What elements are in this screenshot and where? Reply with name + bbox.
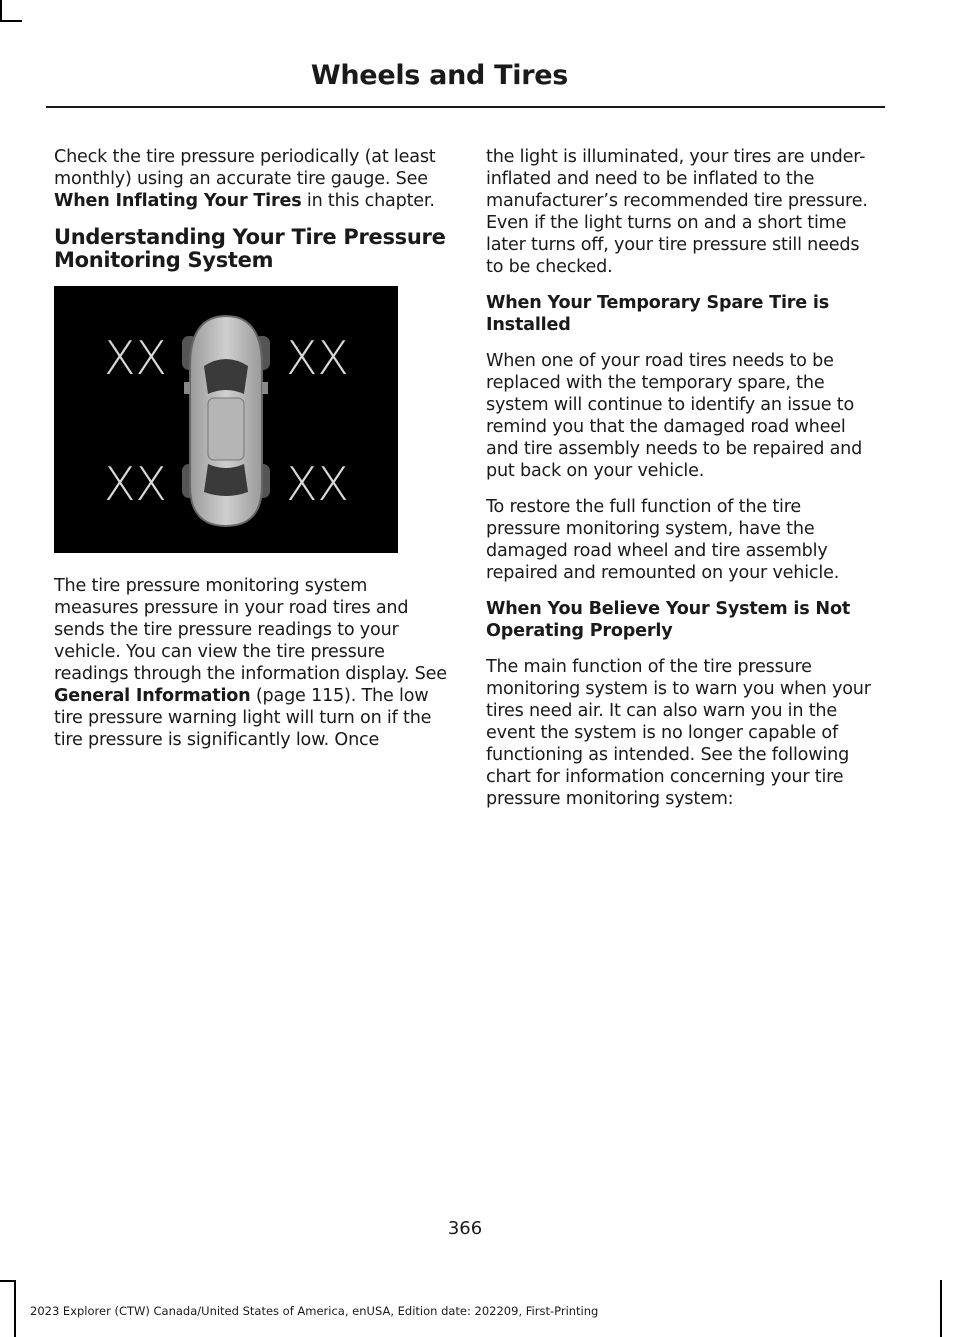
right-column <box>486 146 880 824</box>
page-title: Wheels and Tires <box>310 60 568 91</box>
tire-readout-front-right: XX <box>286 331 349 385</box>
paragraph: To restore the full function of the tire pressure monitoring system, have the damaged road wheel and tire assembly repaired and remounted on your vehicle. <box>486 497 840 583</box>
tire-readout-rear-left: XX <box>104 457 167 511</box>
crop-mark <box>0 20 22 22</box>
paragraph: When one of your road tires needs to be replaced with the temporary spare, the system will continue to identify an issue to remind you that the damaged road wheel and tire assembly needs to be repaired and put back on your vehicle. <box>486 351 863 481</box>
cross-reference[interactable]: When Inflating Your Tires <box>54 191 302 211</box>
tire-readout-front-left: XX <box>104 331 167 385</box>
crop-mark <box>0 0 2 22</box>
section-heading: Understanding Your Tire Pressure Monitoring System <box>54 225 446 272</box>
crop-mark <box>940 1280 942 1337</box>
car-top-view-icon <box>182 316 270 526</box>
subsection-heading: When Your Temporary Spare Tire is Installed <box>486 293 830 335</box>
cross-reference[interactable]: General Information <box>54 686 251 706</box>
paragraph: The tire pressure monitoring system measures pressure in your road tires and sends the tire pressure readings to your vehicle. You can view the tire pressure readings through the information display. See General Information (page 115). The low tire pressure warning light will turn on if the tire pressure is significantly low. Once <box>54 576 447 750</box>
crop-mark <box>14 1280 16 1337</box>
tire-pressure-display-icon <box>54 286 398 553</box>
header-rule <box>46 106 885 108</box>
tire-readout-rear-right: XX <box>286 457 349 511</box>
subsection-heading: When You Believe Your System is Not Operating Properly <box>486 599 851 641</box>
footer-text: 2023 Explorer (CTW) Canada/United States of America, enUSA, Edition date: 202209, First-Printing <box>30 1304 599 1318</box>
paragraph: Check the tire pressure periodically (at least monthly) using an accurate tire gauge. See When Inflating Your Tires in this chapter. <box>54 147 436 211</box>
paragraph: the light is illuminated, your tires are under-inflated and need to be inflated to the manufacturer’s recommended tire pressure. Even if the light turns on and a short time later turns off, your tire pressure still needs to be checked. <box>486 147 868 277</box>
page-number: 366 <box>447 1218 483 1239</box>
crop-mark <box>0 1280 16 1282</box>
paragraph: The main function of the tire pressure monitoring system is to warn you when your tires need air. It can also warn you in the event the system is no longer capable of functioning as intended. See the following chart for information concerning your tire pressure monitoring system: <box>486 657 871 809</box>
left-column <box>54 146 449 765</box>
